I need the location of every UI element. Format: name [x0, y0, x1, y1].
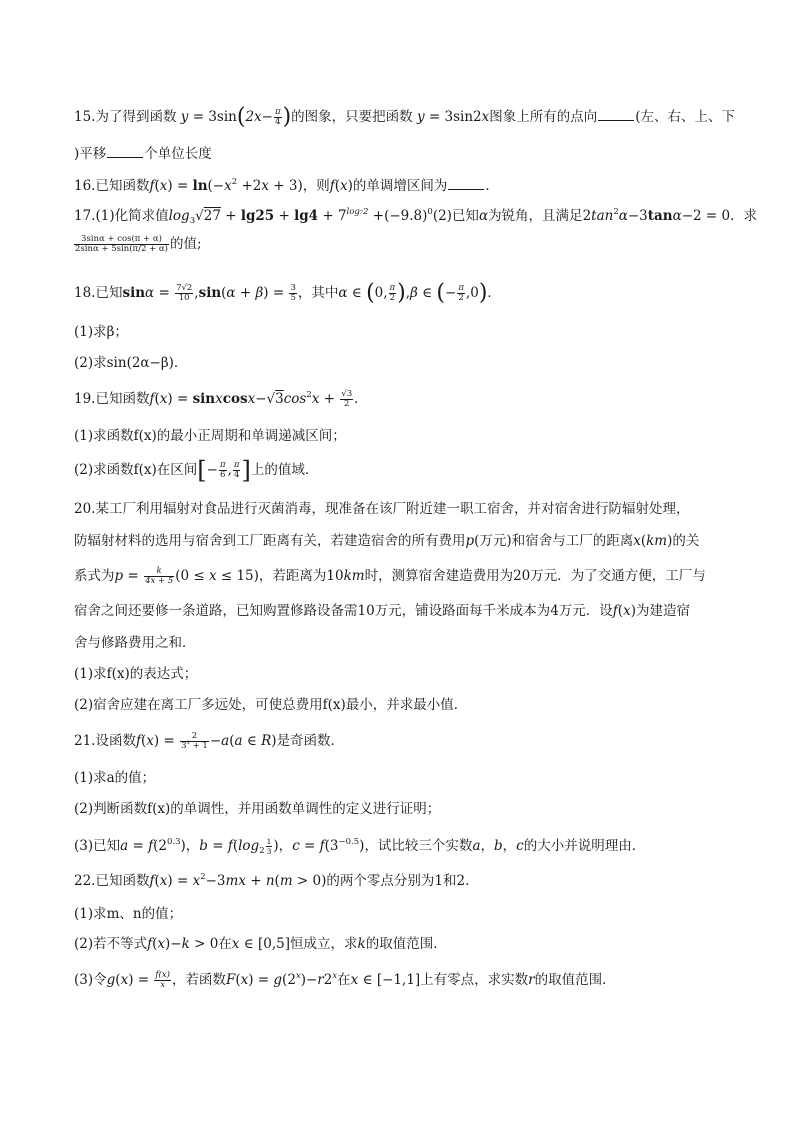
q21-part-2: (2)判断函数f(x)的单调性，并用函数单调性的定义进行证明；: [74, 801, 441, 817]
q22-part-3-text-e: 的取值范围．: [534, 972, 616, 988]
q22-text-3: 和: [442, 873, 457, 889]
q20-text-3b: ，若距离为: [258, 568, 327, 584]
q17-text-2: (2)已知: [432, 208, 479, 224]
q21-text-1: 设函数: [95, 733, 136, 749]
q22-part-2: (2)若不等式f(x)−k > 0在x ∈ [0,5]恒成立，求k的取值范围．: [74, 936, 447, 952]
q15-text-4: (左、右、上、下: [635, 109, 736, 125]
q21-part-3: (3)已知$a = f(2^{0.3})$，$b = f(\log_2$ $\frac{1}{3}$ )，$c = f(3^{-0.5})$，试比较三个实数a，b，c的大小并说明理由．: [74, 837, 646, 856]
q20-text-4d: 为建造宿: [635, 603, 690, 619]
q20-text-3c: 时，测算宿舍建造费用为: [364, 568, 514, 584]
q21-number: 21.: [74, 733, 96, 749]
q20-line-2: 防辐射材料的选用与宿舍到工厂距离有关，若建造宿舍的所有费用p(万元)和宿舍与工厂的距离x(km)的关: [74, 533, 700, 549]
q18-part-1: (1)求β；: [74, 324, 128, 340]
q20-line-5: 舍与修路费用之和．: [74, 635, 196, 651]
q20-part-1: (1)求f(x)的表达式；: [74, 666, 198, 682]
q20-text-3d: 万元．为了交通方便，工厂与: [530, 568, 706, 584]
q16-line: 16.已知函数$f(x) = \ln(-x^2 +2x + 3)$，则f(x)的单调增区间为 ．: [74, 177, 499, 194]
q17-fraction: $\frac{3\sin\alpha + \cos(\pi + \alpha)}{2\sin\alpha + 5\sin(\pi/2 + \alpha)}$: [75, 234, 168, 254]
q21-part-3-text-c: 的大小并说明理由．: [523, 838, 646, 854]
q17-text-5: 的值;: [169, 236, 202, 252]
q22-line-1: 22.已知函数$f(x) = x^2-3mx + n(m > 0)$的两个零点分别为1和2．: [74, 872, 479, 889]
q17-line-1: 17.(1)化简求值$\log_3√27 + \lg 25 + \lg 4 + 7^{log_72} +(-9.8)^0(2)$已知α为锐角，且满足$2\tan^2\alpha-3\tan\alpha-2 = 0$．求: [74, 207, 758, 226]
q20-part-2: (2)宿舍应建在离工厂多远处，可使总费用f(x)最小，并求最小值．: [74, 697, 468, 713]
q22-part-3-text-b: ，若函数: [171, 972, 226, 988]
q18-line-1: 18.已知sinα = $\frac{7√2}{10}$ ,sin(α + β) = $\frac{3}{5}$ ，其中α ∈ (0, $\frac{\pi}{2}$ ),β ∈ (− $\frac{\pi}{2}$ ,0)．: [74, 280, 501, 306]
q22-part-1: (1)求m、n的值；: [74, 906, 183, 922]
q15-number: 15.: [74, 109, 96, 125]
q15-blank-1[interactable]: [598, 106, 634, 121]
q22-part-3-text-d: 上有零点，求实数: [420, 972, 529, 988]
q20-text-2b: (万元)和宿舍与工厂的距离: [474, 533, 634, 549]
q22-part-3-text-c: 在: [337, 972, 351, 988]
q15-line-1: 15.为了得到函数 y = 3sin(2x− $\frac{\pi}{4}$ )的图象，只要把函数 y = 3sin2x图象上所有的点向 (左、右、上、下: [74, 104, 736, 130]
q18-text-1: 已知: [95, 285, 123, 301]
q20-line-4: 宿舍之间还要修一条道路，已知购置修路设备需10万元，铺设路面每千米成本为4万元．设f(x)为建造宿: [74, 603, 690, 619]
q19-part-2-text-b: 上的值域．: [250, 462, 319, 478]
q22-part-2-text-c: 恒成立，求: [290, 936, 358, 952]
q20-text-4b: 万元，铺设路面每千米成本为: [374, 603, 551, 619]
q21-line-1: 21.设函数f(x) = $\frac{2}{3^x + 1}$ −a(a ∈ R)是奇函数．: [74, 731, 345, 751]
q20-text-1: 某工厂利用辐射对食品进行灭菌消毒，现准备在该厂附近建一职工宿舍，并对宿舍进行防辐射处理，: [95, 501, 690, 517]
q15-text-1: 为了得到函数: [95, 109, 177, 125]
q17-line-2: [74, 234, 724, 254]
q20-text-3a: 系式为: [74, 568, 115, 584]
q17-text-1: (1)化简求值: [95, 208, 169, 224]
q16-text-3: 的单调增区间为: [352, 178, 448, 194]
q18-part-2: (2)求sin(2α−β)．: [74, 355, 188, 371]
q15-text-2: 的图象，只要把函数: [291, 109, 413, 125]
q20-text-2a: 防辐射材料的选用与宿舍到工厂距离有关，若建造宿舍的所有费用: [74, 533, 466, 549]
q16-text-1: 已知函数: [95, 178, 150, 194]
q18-text-2: ，其中: [297, 285, 339, 301]
q22-part-2-text-a: (2)若不等式: [74, 936, 148, 952]
q17-text-3: 为锐角，且满足: [488, 208, 583, 224]
q22-part-2-text-d: 的取值范围．: [365, 936, 447, 952]
q20-number: 20.: [74, 501, 96, 517]
q21-part-1: (1)求a的值；: [74, 770, 156, 786]
q17-number: 17.: [74, 208, 96, 224]
q22-part-3: (3)令g(x) = $\frac{f(x)}{x}$ ，若函数$F(x) = g(2^x)-r2^x$在x ∈ [−1,1]上有零点，求实数r的取值范围．: [74, 970, 616, 990]
q22-text-2: 的两个零点分别为: [326, 873, 435, 889]
q22-text-1: 已知函数: [95, 873, 150, 889]
q20-line-3: 系式为p = $\frac{k}{4x + 5}$ (0 ≤ x ≤ 15)，若距离为10km时，测算宿舍建造费用为20万元．为了交通方便，工厂与: [74, 566, 706, 586]
q17-text-4: ．求: [730, 208, 758, 224]
q15-text-3: 图象上所有的点向: [489, 109, 598, 125]
q15-blank-2[interactable]: [107, 143, 143, 158]
q21-text-2: 是奇函数．: [276, 733, 345, 749]
q21-part-3-text-b: ，试比较三个实数: [364, 838, 473, 854]
q15-text-5: )平移: [74, 146, 107, 162]
q16-text-2: ，则: [302, 178, 330, 194]
q21-part-3-text-a: (3)已知: [74, 838, 121, 854]
q19-number: 19.: [74, 391, 96, 407]
q16-number: 16.: [74, 178, 96, 194]
q19-text-1: 已知函数: [95, 391, 150, 407]
q19-part-2-text-a: (2)求函数f(x)在区间: [74, 462, 198, 478]
q15-formula-1: y: [180, 109, 189, 125]
q20-text-2c: 的关: [672, 533, 700, 549]
q15-frac-pi-4: $\frac{\pi}{4}$: [274, 107, 281, 127]
q19-part-2: (2)求函数f(x)在区间[− $\frac{\pi}{6}$ , $\frac{\pi}{4}$ ]上的值域．: [74, 456, 319, 485]
q15-line-2: [74, 143, 724, 164]
q22-part-3-text-a: (3)令: [74, 972, 107, 988]
q20-text-4a: 宿舍之间还要修一条道路，已知购置修路设备需: [74, 603, 358, 619]
q15-text-6: 个单位长度: [144, 146, 212, 162]
q16-blank[interactable]: [448, 175, 484, 190]
q20-text-4c: 万元．设: [558, 603, 613, 619]
q22-part-2-text-b: 在: [218, 936, 232, 952]
q22-number: 22.: [74, 873, 96, 889]
q19-part-1: (1)求函数f(x)的最小正周期和单调递减区间；: [74, 428, 346, 444]
q18-number: 18.: [74, 285, 96, 301]
q19-line-1: 19.已知函数$f(x) = sinxcosx-√3\cos^2x$ + $\frac{√3}{2}$ ．: [74, 389, 368, 409]
q20-line-1: [74, 499, 724, 519]
